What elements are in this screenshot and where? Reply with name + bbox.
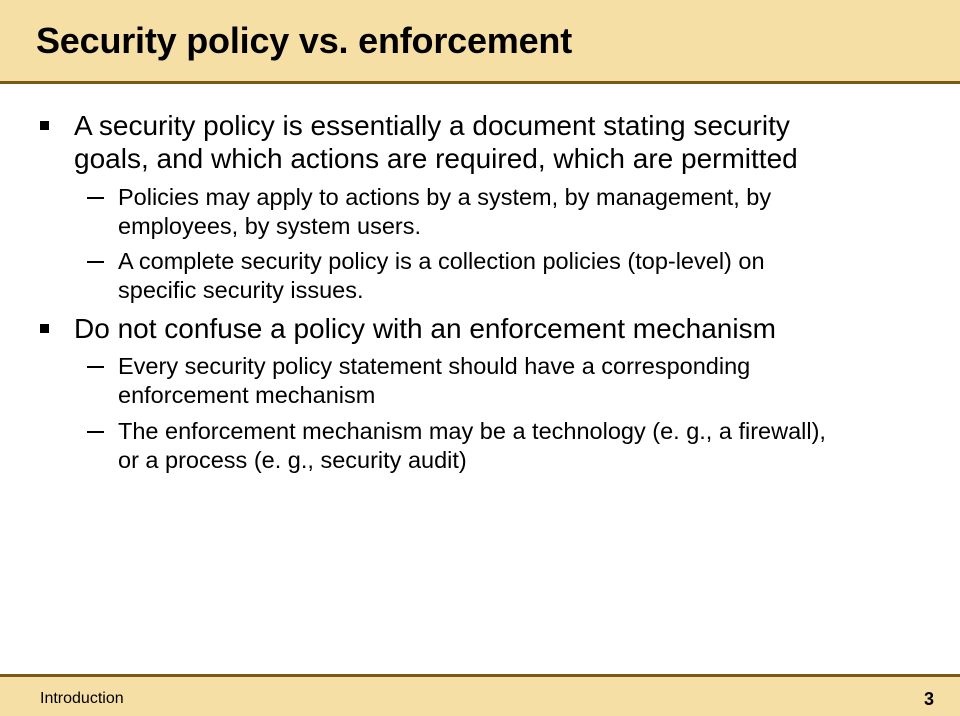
dash-icon xyxy=(87,261,104,263)
dash-icon xyxy=(87,197,104,199)
slide-title: Security policy vs. enforcement xyxy=(36,20,572,61)
bullet-text-line: Do not confuse a policy with an enforcement mechanism xyxy=(74,313,776,344)
bullet-square-icon xyxy=(40,324,49,333)
bullet-square-icon xyxy=(40,121,49,130)
dash-icon xyxy=(87,431,104,433)
sub-bullet-text-line: or a process (e. g., security audit) xyxy=(118,447,467,473)
sub-bullet-text-line: Every security policy statement should have a corresponding xyxy=(118,353,751,379)
title-bar xyxy=(0,0,960,84)
sub-bullet-text-line: employees, by system users. xyxy=(118,213,421,239)
dash-icon xyxy=(87,366,104,368)
footer-section-label: Introduction xyxy=(40,690,124,707)
sub-bullet-text-line: specific security issues. xyxy=(118,277,364,303)
sub-bullet-text-line: A complete security policy is a collection policies (top-level) on xyxy=(118,248,765,274)
footer-bar xyxy=(0,674,960,716)
sub-bullet-text-line: Policies may apply to actions by a system, by management, by xyxy=(118,184,772,210)
bullet-text-line: A security policy is essentially a document stating security xyxy=(74,110,790,141)
sub-bullet-text-line: enforcement mechanism xyxy=(118,382,376,408)
bullet-text-line: goals, and which actions are required, which are permitted xyxy=(74,143,798,174)
page-number: 3 xyxy=(923,689,934,709)
sub-bullet-text-line: The enforcement mechanism may be a technology (e. g., a firewall), xyxy=(118,418,826,444)
